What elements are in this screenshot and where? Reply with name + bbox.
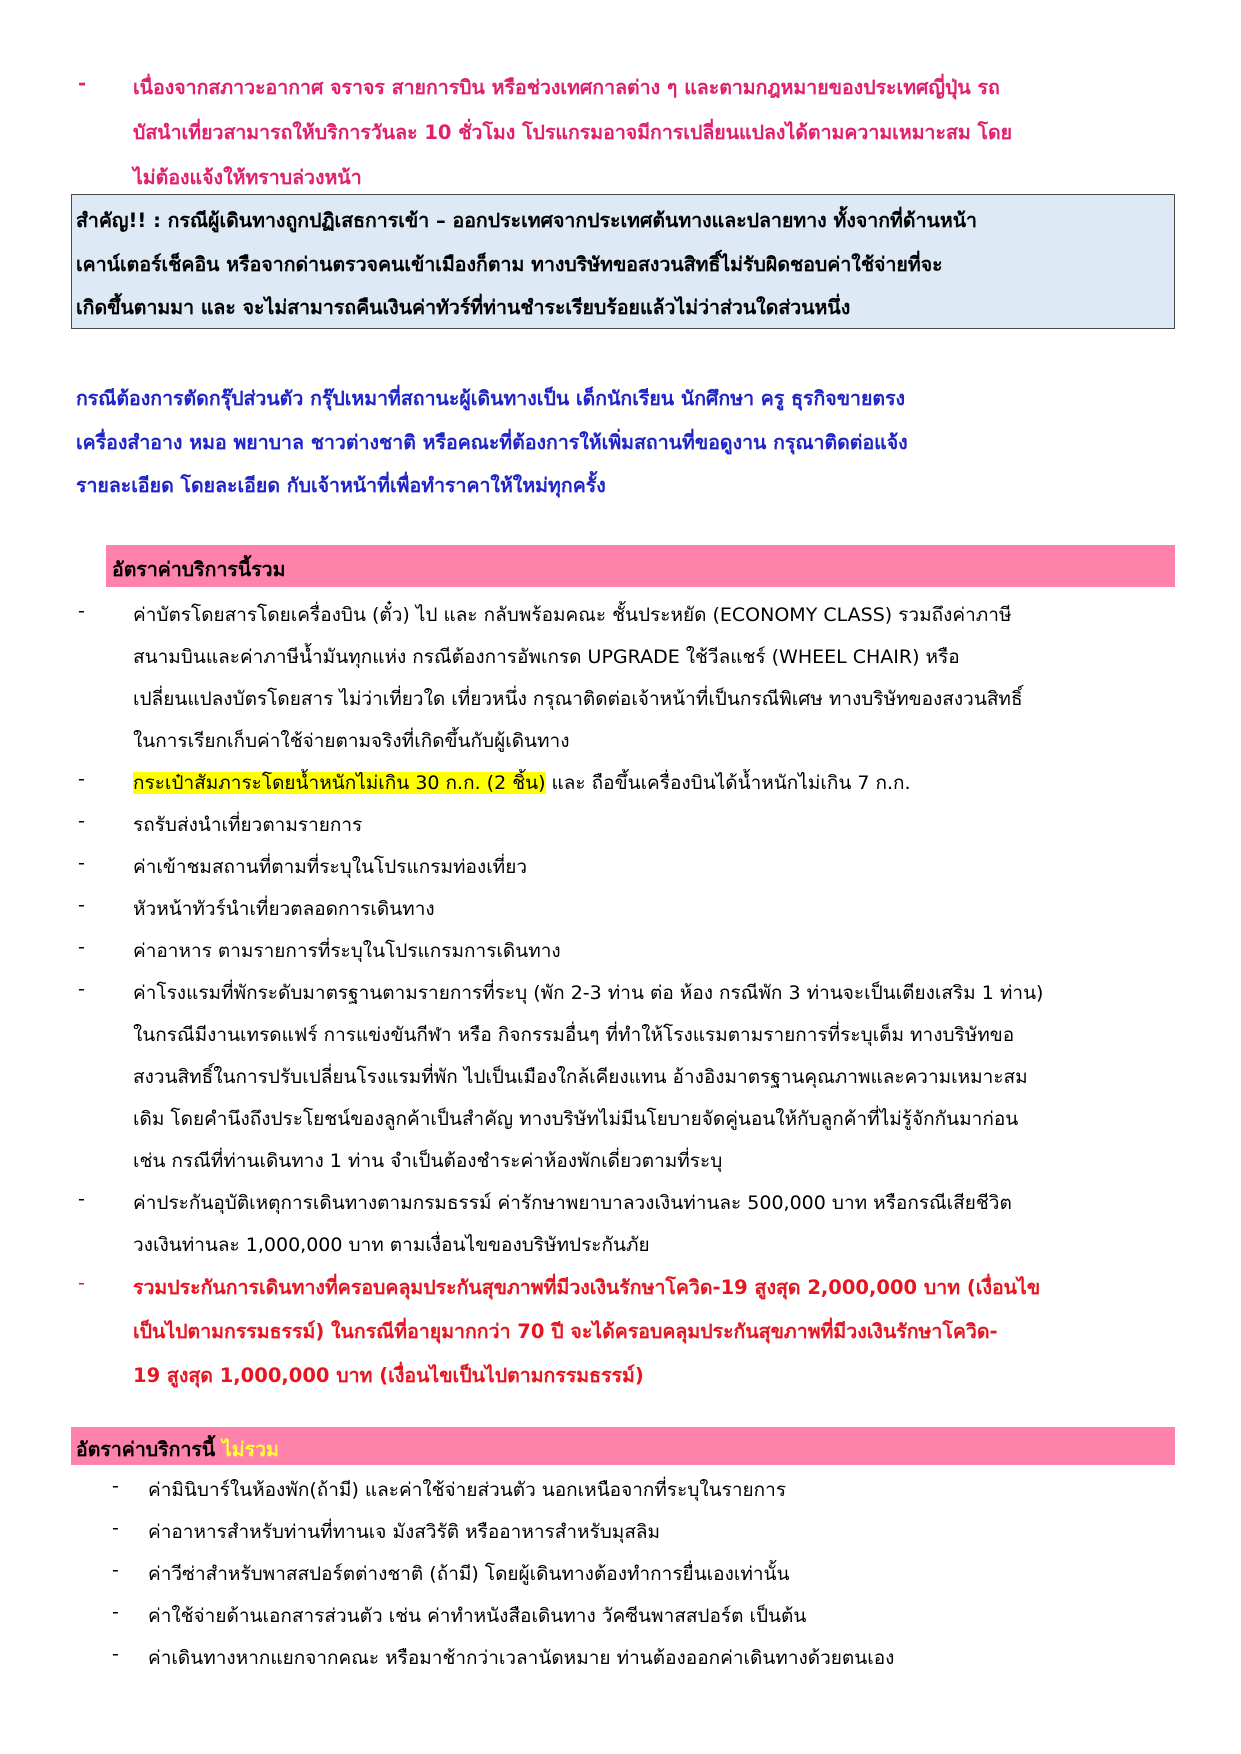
excluded-bullet-1: - xyxy=(112,1475,119,1497)
important-line-2: เคาน์เตอร์เช็คอิน หรือจากด่านตรวจคนเข้าเมืองก็ตาม ทางบริษัทขอสงวนสิทธิ์ไม่รับผิดชอบค่าใช้จ่ายที่จะ xyxy=(76,253,943,276)
included-item-7-line-4: เดิม โดยคำนึงถึงประโยชน์ของลูกค้าเป็นสำคัญ ทางบริษัทไม่มีนโยบายจัดคู่นอนให้กับลูกค้าที่ไม่รู้จักกันมาก่อน xyxy=(133,1108,1019,1130)
group-line-3: รายละเอียด โดยละเอียด กับเจ้าหน้าที่เพื่อทำราคาให้ใหม่ทุกครั้ง xyxy=(76,474,606,497)
group-line-1: กรณีต้องการตัดกรุ๊ปส่วนตัว กรุ๊ปเหมาที่สถานะผู้เดินทางเป็น เด็กนักเรียน นักศึกษา ครู ธุรกิจขายตรง xyxy=(76,387,906,410)
notice-bullet: - xyxy=(78,72,87,95)
included-bullet-3: - xyxy=(78,810,85,832)
included-item-5: หัวหน้าทัวร์นำเที่ยวตลอดการเดินทาง xyxy=(133,898,435,920)
important-line-3: เกิดขึ้นตามมา และ จะไม่สามารถคืนเงินค่าทัวร์ที่ท่านชำระเรียบร้อยแล้วไม่ว่าส่วนใดส่วนหนึ่ง xyxy=(76,296,851,319)
included-item-8-line-1: ค่าประกันอุบัติเหตุการเดินทางตามกรมธรรม์ ค่ารักษาพยาบาลวงเงินท่านละ 500,000 บาท หรือกรณีเสียชีวิต xyxy=(133,1192,1012,1214)
excluded-item-2: ค่าอาหารสำหรับท่านที่ทานเจ มังสวิรัติ หรืออาหารสำหรับมุสลิม xyxy=(148,1521,661,1543)
included-item-7-line-2: ในกรณีมีงานเทรดแฟร์ การแข่งขันกีฬา หรือ กิจกรรมอื่นๆ ที่ทำให้โรงแรมตามรายการที่ระบุเต็ม ทางบริษัทขอ xyxy=(133,1024,1015,1046)
included-item-7-line-3: สงวนสิทธิ์ในการปรับเปลี่ยนโรงแรมที่พัก ไปเป็นเมืองใกล้เคียงแทน อ้างอิงมาตรฐานคุณภาพและความเหมาะสม xyxy=(133,1066,1028,1088)
important-line-1: สำคัญ!! : กรณีผู้เดินทางถูกปฏิเสธการเข้า – ออกประเทศจากประเทศต้นทางและปลายทาง ทั้งจากที่ด้านหน้า xyxy=(76,209,977,232)
included-bullet-6: - xyxy=(78,936,85,958)
included-bullet-2: - xyxy=(78,768,85,790)
included-item-6: ค่าอาหาร ตามรายการที่ระบุในโปรแกรมการเดินทาง xyxy=(133,940,561,962)
included-bullet-5: - xyxy=(78,894,85,916)
included-item-4: ค่าเข้าชมสถานที่ตามที่ระบุในโปรแกรมท่องเที่ยว xyxy=(133,856,528,878)
excluded-bullet-2: - xyxy=(112,1517,119,1539)
excluded-item-3: ค่าวีซ่าสำหรับพาสสปอร์ตต่างชาติ (ถ้ามี) โดยผู้เดินทางต้องทำการยื่นเองเท่านั้น xyxy=(148,1563,790,1585)
included-item-2 xyxy=(133,768,911,798)
included-item-8-line-2: วงเงินท่านละ 1,000,000 บาท ตามเงื่อนไขของบริษัทประกันภัย xyxy=(133,1234,650,1256)
included-item-9-line-3: 19 สูงสุด 1,000,000 บาท (เงื่อนไขเป็นไปตามกรรมธรรม์) xyxy=(133,1364,644,1387)
excluded-title-prefix: อัตราค่าบริการนี้ xyxy=(76,1438,222,1461)
excluded-bullet-5: - xyxy=(112,1643,119,1665)
excluded-item-5: ค่าเดินทางหากแยกจากคณะ หรือมาช้ากว่าเวลานัดหมาย ท่านต้องออกค่าเดินทางด้วยตนเอง xyxy=(148,1647,895,1669)
included-item-7-line-1: ค่าโรงแรมที่พักระดับมาตรฐานตามรายการที่ระบุ (พัก 2-3 ท่าน ต่อ ห้อง กรณีพัก 3 ท่านจะเป็นเตียงเสริม 1 ท่าน) xyxy=(133,982,1044,1004)
included-bullet-9: - xyxy=(78,1272,85,1294)
excluded-header xyxy=(71,1427,1175,1465)
notice-line-1: เนื่องจากสภาวะอากาศ จราจร สายการบิน หรือช่วงเทศกาลต่าง ๆ และตามกฎหมายของประเทศญี่ปุ่น รถ xyxy=(133,76,1000,99)
included-bullet-4: - xyxy=(78,852,85,874)
group-line-2: เครื่องสำอาง หมอ พยาบาล ชาวต่างชาติ หรือคณะที่ต้องการให้เพิ่มสถานที่ขอดูงาน กรุณาติดต่อแจ้ง xyxy=(76,431,908,454)
excluded-item-1: ค่ามินิบาร์ในห้องพัก(ถ้ามี) และค่าใช้จ่ายส่วนตัว นอกเหนือจากที่ระบุในรายการ xyxy=(148,1479,787,1501)
included-item-9-line-2: เป็นไปตามกรรมธรรม์) ในกรณีที่อายุมากกว่า 70 ปี จะได้ครอบคลุมประกันสุขภาพที่มีวงเงินรักษาโควิด- xyxy=(133,1320,998,1343)
included-title: อัตราค่าบริการนี้รวม xyxy=(112,558,286,581)
excluded-item-4: ค่าใช้จ่ายด้านเอกสารส่วนตัว เช่น ค่าทำหนังสือเดินทาง วัคซีนพาสสปอร์ต เป็นต้น xyxy=(148,1605,807,1627)
included-item-1-line-3: เปลี่ยนแปลงบัตรโดยสาร ไม่ว่าเที่ยวใด เที่ยวหนึ่ง กรุณาติดต่อเจ้าหน้าที่เป็นกรณีพิเศษ ทางบริษัทของสงวนสิทธิ์ xyxy=(133,688,1023,710)
excluded-title-word: ไม่รวม xyxy=(222,1438,279,1461)
included-bullet-1: - xyxy=(78,600,85,622)
excluded-bullet-4: - xyxy=(112,1601,119,1623)
included-item-3: รถรับส่งนำเที่ยวตามรายการ xyxy=(133,814,363,836)
included-item-1-line-4: ในการเรียกเก็บค่าใช้จ่ายตามจริงที่เกิดขึ้นกับผู้เดินทาง xyxy=(133,730,570,752)
included-item-7-line-5: เช่น กรณีที่ท่านเดินทาง 1 ท่าน จำเป็นต้องชำระค่าห้องพักเดี่ยวตามที่ระบุ xyxy=(133,1150,723,1172)
included-bullet-7: - xyxy=(78,978,85,1000)
included-item-9-line-1: รวมประกันการเดินทางที่ครอบคลุมประกันสุขภาพที่มีวงเงินรักษาโควิด-19 สูงสุด 2,000,000 บาท (เงื่อนไข xyxy=(133,1276,1041,1299)
carry-on-text: และ ถือขึ้นเครื่องบินได้น้ำหนักไม่เกิน 7 ก.ก. xyxy=(545,772,911,794)
luggage-highlight: กระเป๋าสัมภาระโดยน้ำหนักไม่เกิน 30 ก.ก. (2 ชิ้น) xyxy=(133,772,546,794)
included-item-1-line-1: ค่าบัตรโดยสารโดยเครื่องบิน (ตั๋ว) ไป และ กลับพร้อมคณะ ชั้นประหยัด (ECONOMY CLASS) รวมถึงค่าภาษี xyxy=(133,604,1012,626)
excluded-bullet-3: - xyxy=(112,1559,119,1581)
included-bullet-8: - xyxy=(78,1188,85,1210)
included-item-1-line-2: สนามบินและค่าภาษีน้ำมันทุกแห่ง กรณีต้องการอัพเกรด UPGRADE ใช้วีลแชร์ (WHEEL CHAIR) หรือ xyxy=(133,646,960,668)
notice-line-2: บัสนำเที่ยวสามารถให้บริการวันละ 10 ชั่วโมง โปรแกรมอาจมีการเปลี่ยนแปลงได้ตามความเหมาะสม โดย xyxy=(133,121,1013,144)
notice-line-3: ไม่ต้องแจ้งให้ทราบล่วงหน้า xyxy=(133,166,362,189)
included-header xyxy=(106,545,1175,587)
excluded-title xyxy=(76,1434,279,1465)
